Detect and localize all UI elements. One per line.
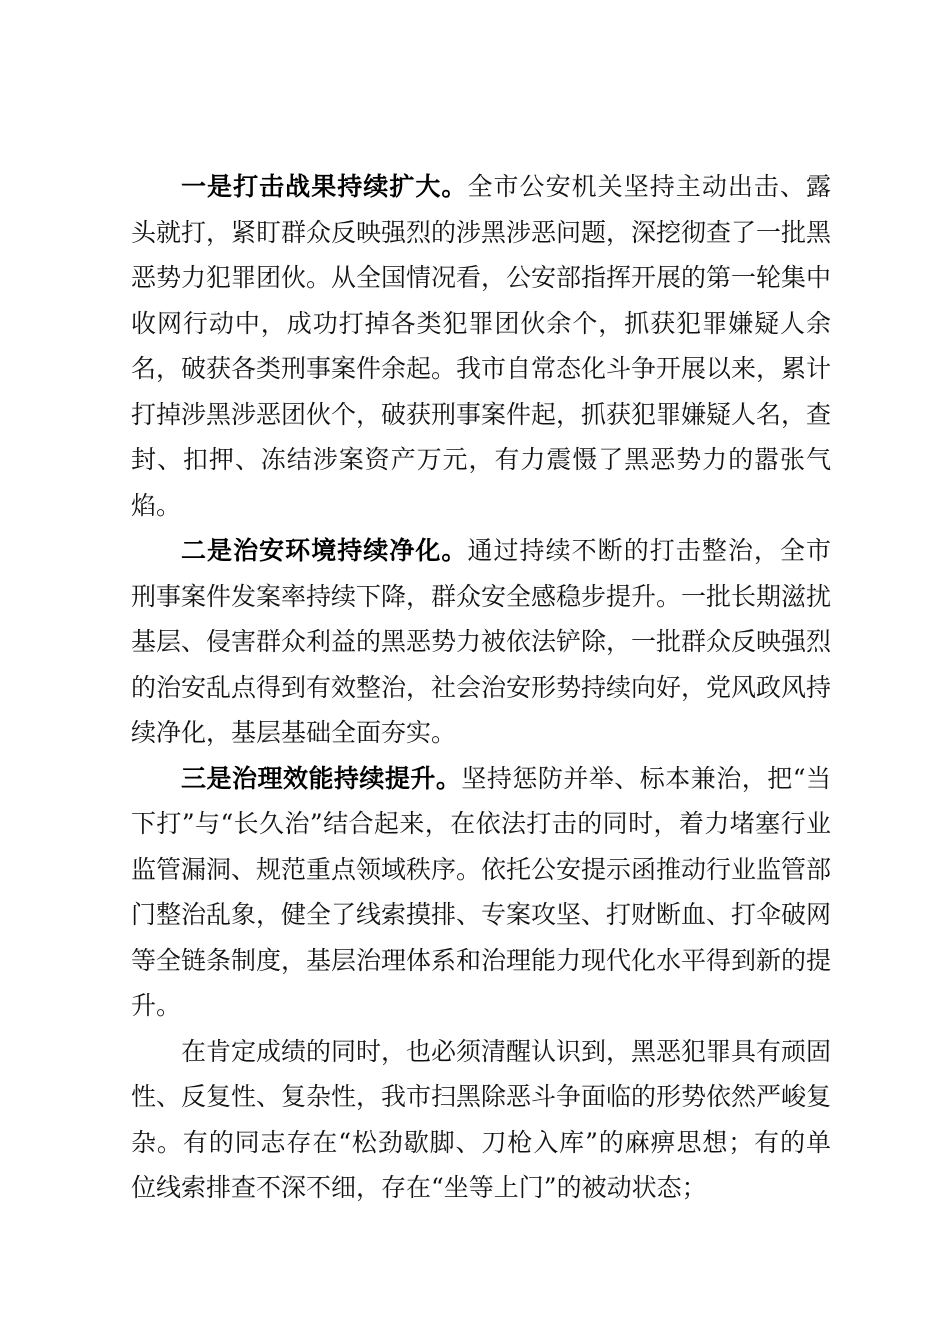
paragraph-3-text: 坚持惩防并举、标本兼治，把“当下打”与“长久治”结合起来，在依法打击的同时，着力堵塞行业监管漏洞、规范重点领域秩序。依托公安提示函推动行业监管部门整治乱象，健全了线索摸排、专案攻坚、打财断血、打伞破网等全链条制度，基层治理体系和治理能力现代化水平得到新的提升。 <box>131 763 832 1020</box>
document-body <box>131 164 831 1211</box>
paragraph-4-text: 在肯定成绩的同时，也必须清醒认识到，黑恶犯罪具有顽固性、反复性、复杂性，我市扫黑除恶斗争面临的形势依然严峻复杂。有的同志存在“松劲歇脚、刀枪入库”的麻痹思想；有的单位线索排查不深不细，存在“坐等上门”的被动状态； <box>131 1036 832 1202</box>
paragraph-2 <box>131 528 831 756</box>
paragraph-2-heading: 二是治安环境持续净化。 <box>181 536 468 565</box>
paragraph-4 <box>131 1029 831 1211</box>
paragraph-1-heading: 一是打击战果持续扩大。 <box>181 172 468 201</box>
paragraph-1-text: 全市公安机关坚持主动出击、露头就打，紧盯群众反映强烈的涉黑涉恶问题，深挖彻查了一批黑恶势力犯罪团伙。从全国情况看，公安部指挥开展的第一轮集中收网行动中，成功打掉各类犯罪团伙余个，抓获犯罪嫌疑人余名，破获各类刑事案件余起。我市自常态化斗争开展以来，累计打掉涉黑涉恶团伙个，破获刑事案件起，抓获犯罪嫌疑人名，查封、扣押、冻结涉案资产万元，有力震慑了黑恶势力的嚣张气焰。 <box>131 172 832 520</box>
paragraph-3-heading: 三是治理效能持续提升。 <box>181 763 462 793</box>
paragraph-2-text: 通过持续不断的打击整治，全市刑事案件发案率持续下降，群众安全感稳步提升。一批长期滋扰基层、侵害群众利益的黑恶势力被依法铲除，一批群众反映强烈的治安乱点得到有效整治，社会治安形势持续向好，党风政风持续净化，基层基础全面夯实。 <box>131 536 832 747</box>
paragraph-3 <box>131 756 831 1029</box>
paragraph-1 <box>131 164 831 528</box>
